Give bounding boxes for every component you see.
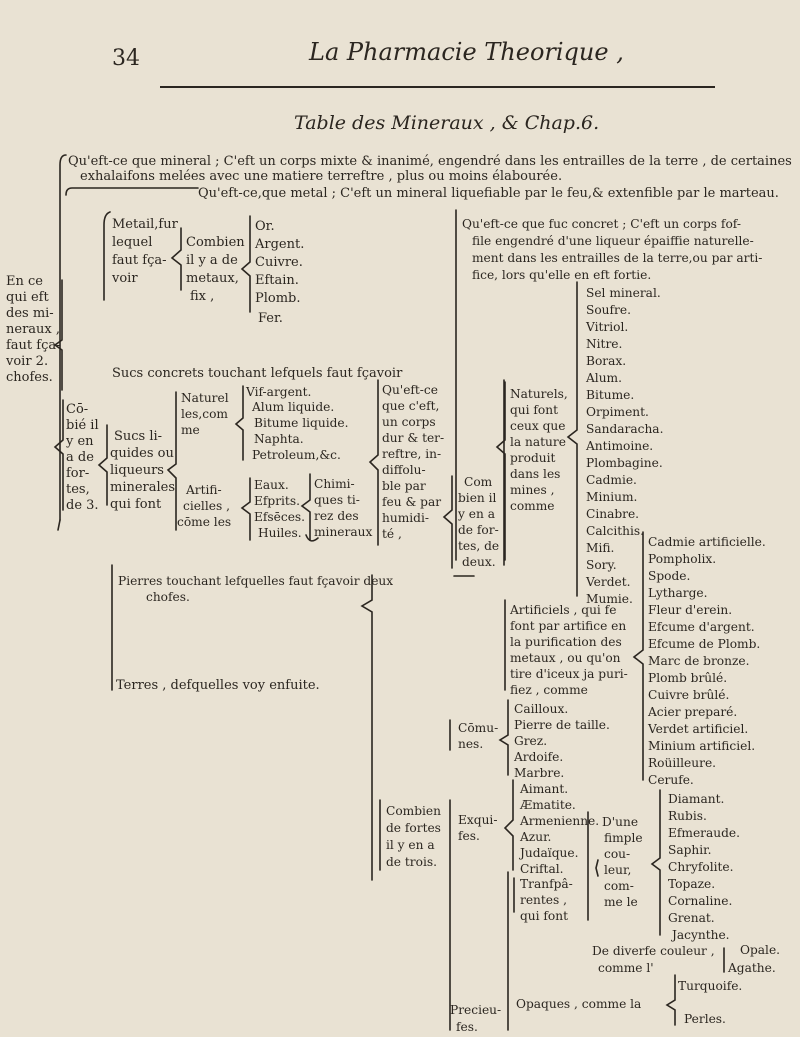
artificiel-item: Efsēces. <box>254 510 306 524</box>
pierres-heading: Pierres touchant lefquelles faut fçavoir deux <box>118 574 394 588</box>
combien-text: deux. <box>462 555 496 569</box>
margin-line: des mi- <box>6 306 54 321</box>
artificiel-text: Artifi- <box>186 483 222 497</box>
intro-mineral-line1: Qu'eft-ce que mineral ; C'eft un corps mixte & inanimé, engendré dans les entrailles de la terre , de certaines <box>68 154 792 169</box>
opaques-text: Opaques , comme la <box>516 997 642 1011</box>
mineral-item: Borax. <box>586 354 627 368</box>
mineral-item: Antimoine. <box>586 439 654 453</box>
gem-item: Rubis. <box>668 809 707 823</box>
concrete-text: file engendré d'une liqueur épaiffie naturelle- <box>472 234 754 248</box>
chimique-text: rez des <box>314 509 359 523</box>
diverse-color-text: De diverfe couleur , <box>592 944 715 958</box>
margin-line: faut fça- <box>6 338 61 353</box>
naturel-item: Vif-argent. <box>246 385 312 399</box>
dur-text: ble par <box>382 479 426 493</box>
dur-text: diffolu- <box>382 463 426 477</box>
combien-text: y en a <box>458 507 495 521</box>
pierres-heading-cont: chofes. <box>146 590 190 604</box>
dur-text: que c'eft, <box>382 399 440 413</box>
margin-line: de 3. <box>66 498 99 513</box>
artificiels-text: metaux , ou qu'on <box>510 651 621 665</box>
margin-line: voir 2. <box>6 354 49 369</box>
naturels-text: mines , <box>510 483 555 497</box>
simple-color-text: com- <box>604 879 634 893</box>
artificiels-text: la purification des <box>510 635 622 649</box>
artificiel-mineral-item: Efcume d'argent. <box>648 620 755 634</box>
terres-line: Terres , defquelles voy enfuite. <box>116 678 320 693</box>
combien-text: Com <box>464 475 493 489</box>
mineral-item: Alum. <box>586 371 622 385</box>
mineral-item: Sel mineral. <box>586 286 661 300</box>
mineral-item: Minium. <box>586 490 638 504</box>
header-rule <box>160 86 715 88</box>
artificiel-mineral-item: Cadmie artificielle. <box>648 535 766 549</box>
mineral-item: Soufre. <box>586 303 631 317</box>
dur-text: dur & ter- <box>382 431 445 445</box>
commune-stone: Marbre. <box>514 766 565 780</box>
artificiel-text: cielles , <box>183 499 230 513</box>
pierres-combien-text: de trois. <box>386 855 437 869</box>
margin-line: chofes. <box>6 370 53 385</box>
exquise-stone: Armenienne. <box>520 814 600 828</box>
gem-item: Grenat. <box>668 911 715 925</box>
dur-text: Qu'eft-ce <box>382 383 438 397</box>
artificiels-text: Artificiels , qui fe <box>510 603 617 617</box>
chimique-text: ques ti- <box>314 493 360 507</box>
combien-text: de for- <box>458 523 499 537</box>
metal-text: fix , <box>190 289 215 304</box>
artificiel-mineral-item: Verdet artificiel. <box>648 722 749 736</box>
naturels-text: produit <box>510 451 556 465</box>
commune-stone: Ardoife. <box>514 750 564 764</box>
mineral-item: Sory. <box>586 558 617 572</box>
commune-stone: Cailloux. <box>514 702 569 716</box>
dur-text: feu & par <box>382 495 442 509</box>
liquides-text: qui font <box>110 497 162 512</box>
artificiel-item: Huiles. <box>258 526 302 540</box>
mineral-item: Cadmie. <box>586 473 637 487</box>
naturels-text: la nature <box>510 435 566 449</box>
artificiel-text: cōme les <box>177 515 232 529</box>
opaque-item: Turquoife. <box>678 979 743 993</box>
liquides-text: Sucs li- <box>114 429 163 444</box>
margin-line: En ce <box>6 274 43 289</box>
gem-item: Topaze. <box>668 877 716 891</box>
artificiels-text: tire d'iceux ja puri- <box>510 667 628 681</box>
margin-line: qui eft <box>6 290 49 305</box>
mineral-item: Mumie. <box>586 592 633 606</box>
dur-text: humidi- <box>382 511 429 525</box>
chimique-text: Chimi- <box>314 477 355 491</box>
mineral-item: Vitriol. <box>586 320 629 334</box>
naturel-text: les,com <box>181 407 228 421</box>
margin-line: a de <box>66 450 94 465</box>
margin-line: bié il <box>66 418 99 433</box>
simple-color-text: me le <box>604 895 638 909</box>
concrete-text: ment dans les entrailles de la terre,ou par arti- <box>472 251 763 265</box>
gem-item: Saphir. <box>668 843 712 857</box>
concrete-text: Qu'eft-ce que fuc concret ; C'eft un corps fof- <box>462 217 741 231</box>
metal-name: Cuivre. <box>255 255 303 270</box>
exquise-stone: Criftal. <box>520 862 564 876</box>
liquides-text: liqueurs <box>110 463 164 478</box>
communes-label: Cōmu- <box>458 721 499 735</box>
simple-color-text: cou- <box>604 847 631 861</box>
artificiel-mineral-item: Lytharge. <box>648 586 708 600</box>
exquise-stone: Æmatite. <box>520 798 576 812</box>
artificiel-mineral-item: Cuivre brûlé. <box>648 688 730 702</box>
artificiels-text: fiez , comme <box>510 683 588 697</box>
artificiel-mineral-item: Minium artificiel. <box>648 739 756 753</box>
agathe-item: Agathe. <box>728 961 776 975</box>
metal-name: Or. <box>255 219 275 234</box>
exquises-label: Exqui- <box>458 813 498 827</box>
metal-text: voir <box>112 271 138 286</box>
metal-text: il y a de <box>186 253 238 268</box>
transparentes-text: qui font <box>520 909 569 923</box>
gem-item: Chryfolite. <box>668 860 734 874</box>
opale-item: Opale. <box>740 943 781 957</box>
pierres-combien-text: il y en a <box>386 838 435 852</box>
communes-label: nes. <box>458 737 484 751</box>
artificiel-mineral-item: Marc de bronze. <box>648 654 750 668</box>
gem-item: Efmeraude. <box>668 826 741 840</box>
naturel-item: Naphta. <box>254 432 304 446</box>
artificiels-text: font par artifice en <box>510 619 627 633</box>
mineral-item: Mifi. <box>586 541 615 555</box>
artificiel-mineral-item: Roüilleure. <box>648 756 717 770</box>
naturel-item: Bitume liquide. <box>254 416 349 430</box>
metal-name: Plomb. <box>255 291 301 306</box>
dur-text: un corps <box>382 415 436 429</box>
naturel-text: me <box>181 423 200 437</box>
combien-text: tes, de <box>458 539 500 553</box>
exquises-label: fes. <box>458 829 480 843</box>
mineral-item: Sandaracha. <box>586 422 664 436</box>
metal-text: lequel <box>112 235 153 250</box>
artificiel-mineral-item: Acier preparé. <box>648 705 738 719</box>
sucs-heading: Sucs concrets touchant lefquels faut fçavoir <box>112 366 403 381</box>
margin-line: y en <box>66 434 94 449</box>
metal-text: metaux, <box>186 271 239 286</box>
exquise-stone: Judaïque. <box>520 846 579 860</box>
naturel-item: Alum liquide. <box>252 400 335 414</box>
naturels-text: ceux que <box>510 419 566 433</box>
mineral-item: Verdet. <box>586 575 631 589</box>
metal-text: Combien <box>186 235 245 250</box>
artificiel-mineral-item: Efcume de Plomb. <box>648 637 761 651</box>
page-number: 34 <box>112 46 140 71</box>
gem-item: Cornaline. <box>668 894 733 908</box>
exquise-stone: Azur. <box>520 830 552 844</box>
mineral-item: Nitre. <box>586 337 623 351</box>
intro-metal-line: Qu'eft-ce,que metal ; C'eft un mineral liquefiable par le feu,& extenfible par le marteau. <box>198 186 779 201</box>
metal-text: faut fça- <box>112 253 167 268</box>
diverse-color-text: comme l' <box>598 961 654 975</box>
liquides-text: quides ou <box>110 446 174 461</box>
margin-line: neraux , <box>6 322 60 337</box>
metal-name: Eftain. <box>255 273 299 288</box>
table-title: Table des Mineraux , & Chap.6. <box>294 112 600 134</box>
artificiel-mineral-item: Spode. <box>648 569 691 583</box>
artificiel-mineral-item: Cerufe. <box>648 773 694 787</box>
artificiel-mineral-item: Pompholix. <box>648 552 717 566</box>
artificiel-mineral-item: Plomb brûlé. <box>648 671 728 685</box>
metal-text: Metail,fur <box>112 217 178 232</box>
transparentes-text: Tranfpâ- <box>520 877 573 891</box>
mineral-item: Calcithis. <box>586 524 644 538</box>
liquides-text: minerales <box>110 480 176 495</box>
pierres-combien-text: Combien <box>386 804 441 818</box>
mineral-item: Plombagine. <box>586 456 663 470</box>
concrete-text: fice, lors qu'elle en eft fortie. <box>472 268 652 282</box>
gem-item: Diamant. <box>668 792 725 806</box>
metal-name: Argent. <box>255 237 305 252</box>
margin-line: Cō- <box>66 402 89 417</box>
exquise-stone: Aimant. <box>520 782 569 796</box>
mineral-item: Cinabre. <box>586 507 640 521</box>
artificiel-item: Eaux. <box>254 478 289 492</box>
simple-color-text: fimple <box>604 831 643 845</box>
margin-line: tes, <box>66 482 90 497</box>
naturels-text: comme <box>510 499 555 513</box>
dur-text: té , <box>382 527 402 541</box>
commune-stone: Grez. <box>514 734 548 748</box>
artificiel-mineral-item: Fleur d'erein. <box>648 603 733 617</box>
transparentes-text: rentes , <box>520 893 568 907</box>
dur-text: reftre, in- <box>382 447 442 461</box>
mineral-item: Bitume. <box>586 388 635 402</box>
naturels-text: Naturels, <box>510 387 568 401</box>
simple-color-text: leur, <box>604 863 632 877</box>
opaque-item: Perles. <box>684 1012 726 1026</box>
intro-mineral-line2: exhalaifons melées avec une matiere terreftre , plus ou moins élabourée. <box>80 169 563 184</box>
simple-color-text: D'une <box>602 815 639 829</box>
margin-line: for- <box>66 466 90 481</box>
gem-item: Jacynthe. <box>672 928 730 942</box>
naturel-item: Petroleum,&c. <box>252 448 341 462</box>
combien-text: bien il <box>458 491 497 505</box>
artificiel-item: Efprits. <box>254 494 300 508</box>
commune-stone: Pierre de taille. <box>514 718 610 732</box>
precieuses-label: Precieu- <box>450 1003 502 1017</box>
chimique-text: mineraux <box>314 525 373 539</box>
metal-name: Fer. <box>258 311 283 326</box>
mineral-item: Orpiment. <box>586 405 649 419</box>
running-title: La Pharmacie Theorique , <box>309 38 624 66</box>
pierres-combien-text: de fortes <box>386 821 441 835</box>
precieuses-label: fes. <box>456 1020 478 1034</box>
naturel-text: Naturel <box>181 391 229 405</box>
naturels-text: qui font <box>510 403 559 417</box>
naturels-text: dans les <box>510 467 561 481</box>
